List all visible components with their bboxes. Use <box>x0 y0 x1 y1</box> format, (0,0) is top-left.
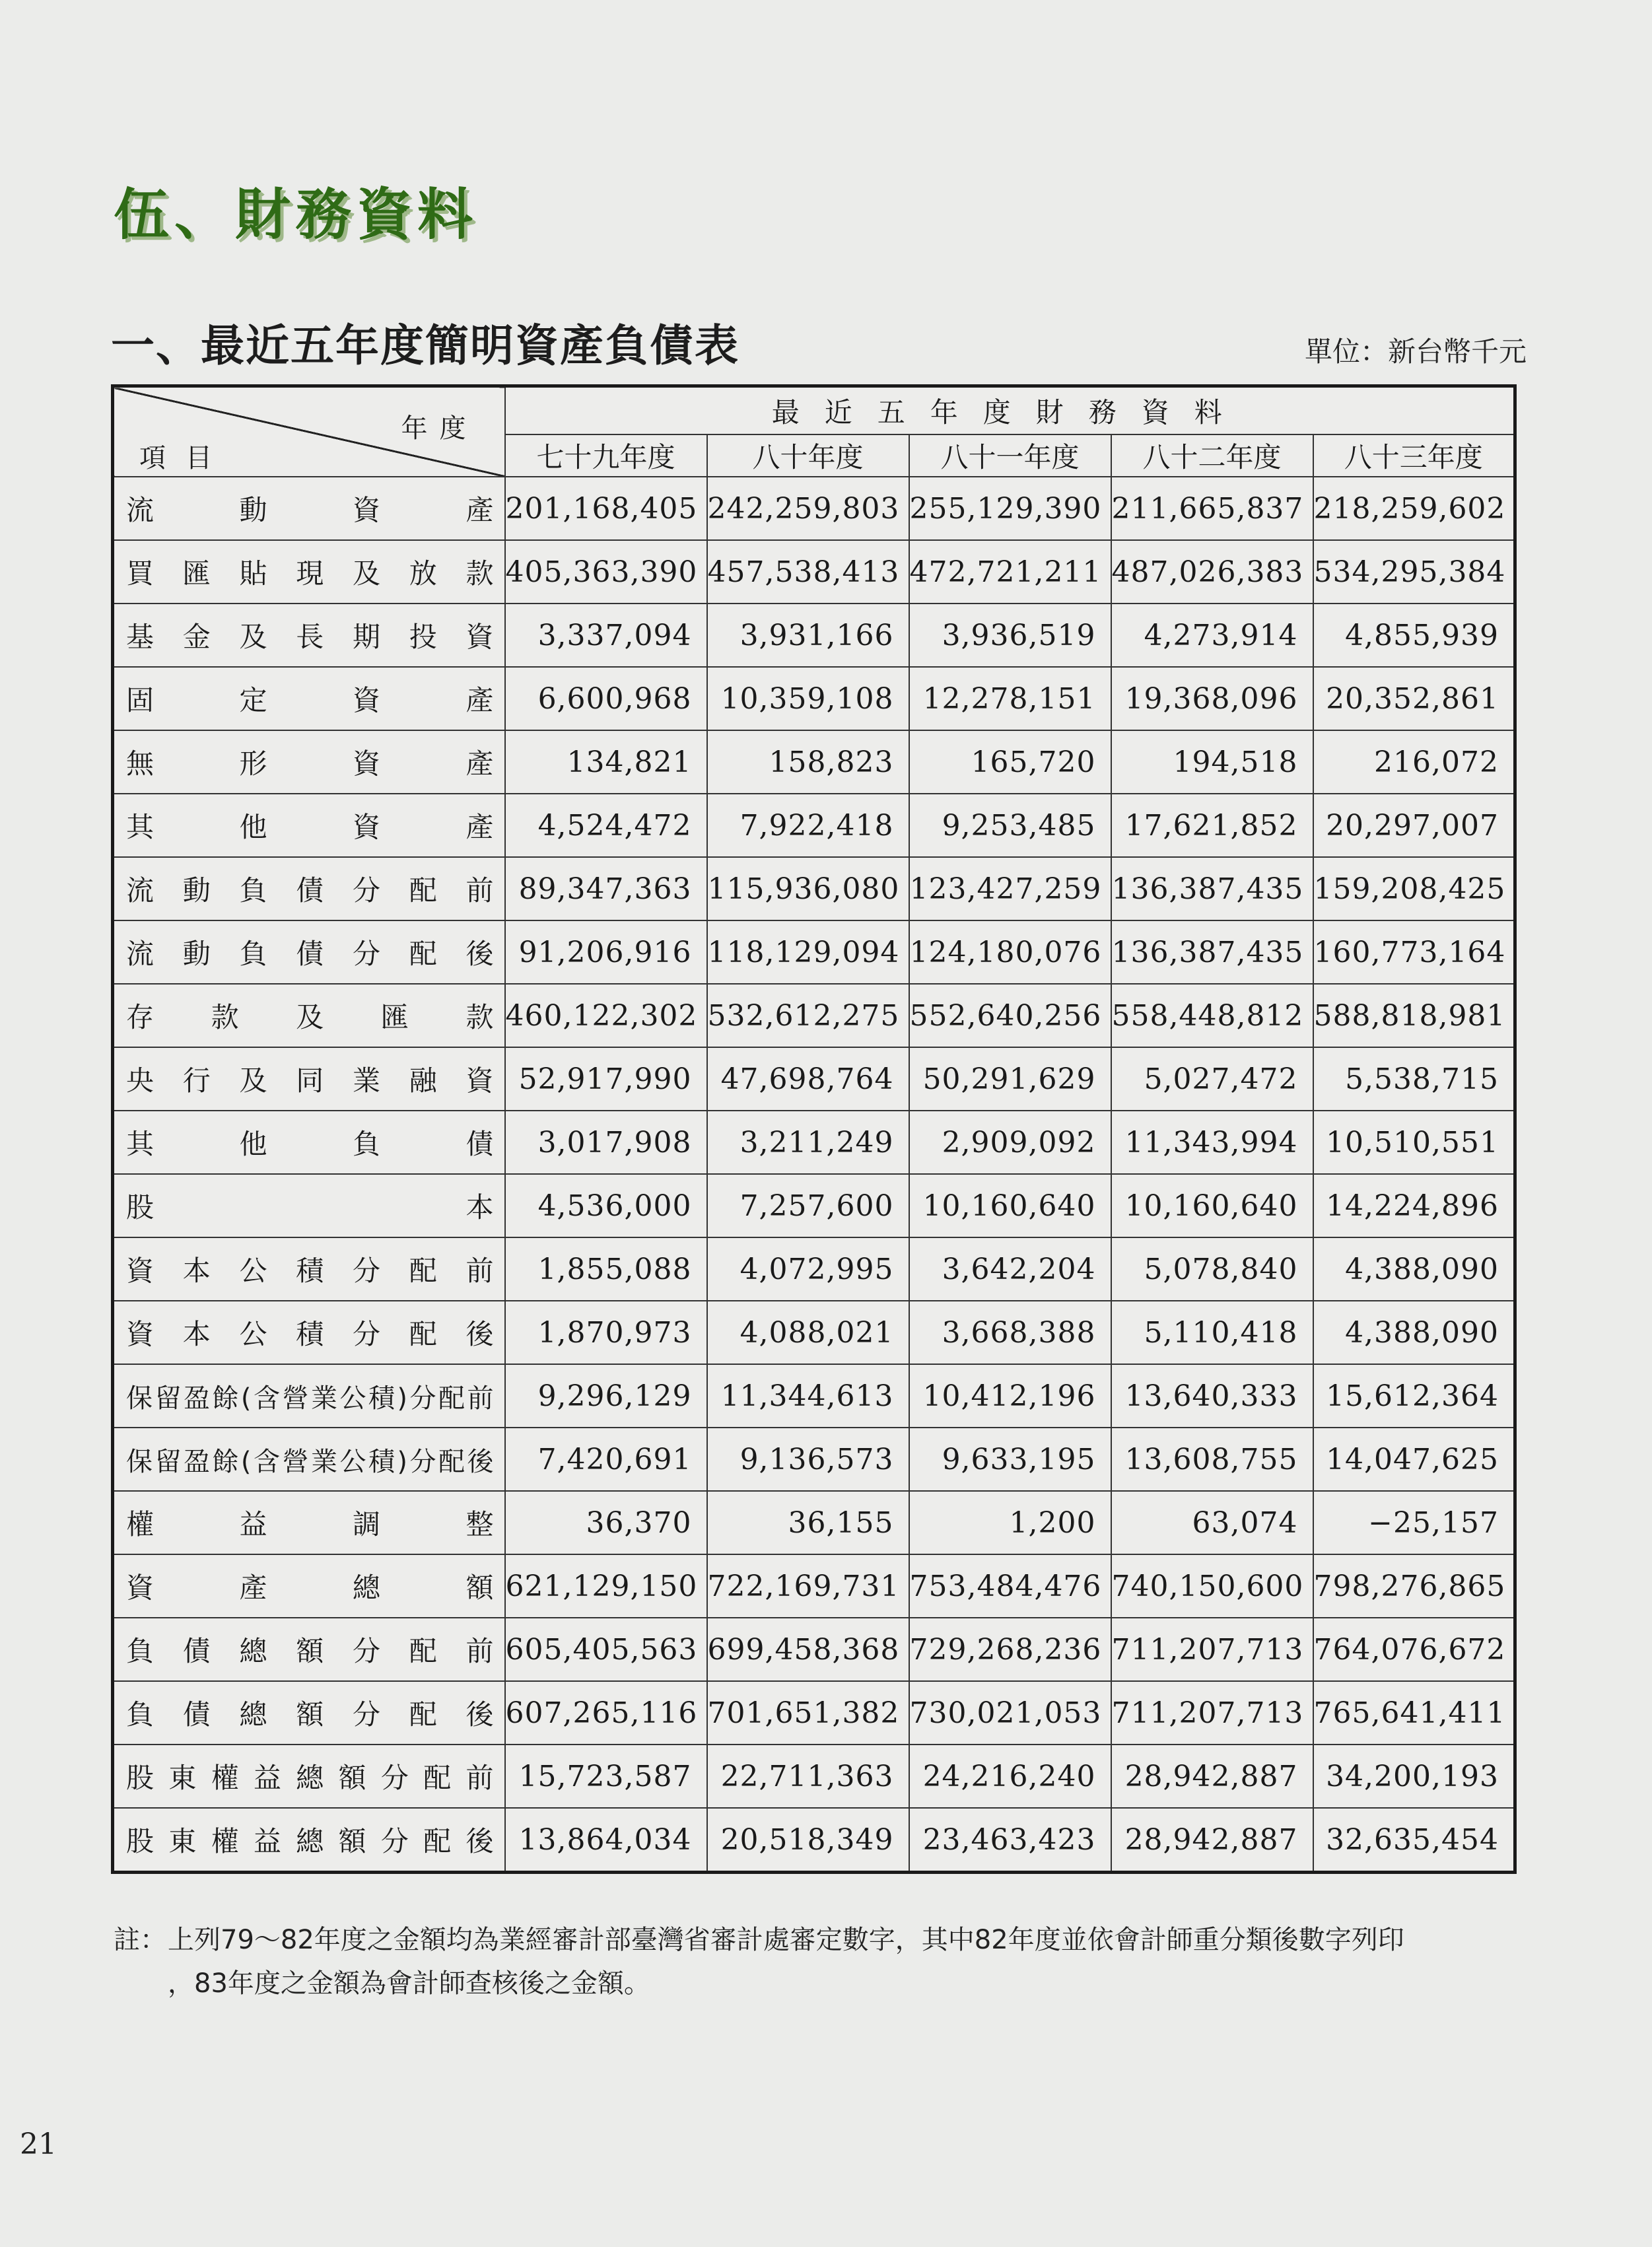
table-cell: 19,368,096 <box>1111 667 1313 730</box>
table-cell: 9,633,195 <box>909 1428 1111 1491</box>
table-cell: 28,942,887 <box>1111 1745 1313 1808</box>
row-label: 股東權益總額分配後 <box>113 1808 505 1873</box>
table-cell: 242,259,803 <box>707 477 909 540</box>
footnote-line-1 <box>114 1918 1540 1962</box>
table-body <box>113 477 1515 1873</box>
table-cell: 13,640,333 <box>1111 1364 1313 1428</box>
row-label: 固定資產 <box>113 667 505 730</box>
table-cell: 460,122,302 <box>505 984 707 1047</box>
table-row <box>113 1237 1515 1301</box>
table-cell: 5,027,472 <box>1111 1047 1313 1111</box>
table-cell: 10,160,640 <box>909 1174 1111 1237</box>
table-cell: 607,265,116 <box>505 1681 707 1745</box>
unit-label: 單位：新台幣千元 <box>1304 335 1527 368</box>
table-cell: 20,297,007 <box>1313 794 1515 857</box>
table-cell: 4,388,090 <box>1313 1301 1515 1364</box>
table-row <box>113 1301 1515 1364</box>
row-label: 保留盈餘(含營業公積)分配前 <box>113 1364 505 1428</box>
table-cell: 4,388,090 <box>1313 1237 1515 1301</box>
row-label: 股本 <box>113 1174 505 1237</box>
table-row <box>113 1111 1515 1174</box>
row-label: 存款及匯款 <box>113 984 505 1047</box>
table-row <box>113 1618 1515 1681</box>
table-cell: 9,253,485 <box>909 794 1111 857</box>
table-cell: 165,720 <box>909 730 1111 794</box>
table-cell: 52,917,990 <box>505 1047 707 1111</box>
table-cell: 4,536,000 <box>505 1174 707 1237</box>
row-label: 央行及同業融資 <box>113 1047 505 1111</box>
table-cell: 47,698,764 <box>707 1047 909 1111</box>
year-header-3: 八十二年度 <box>1111 434 1313 477</box>
table-row <box>113 920 1515 984</box>
table-cell: 7,420,691 <box>505 1428 707 1491</box>
table-cell: 722,169,731 <box>707 1554 909 1618</box>
table-row <box>113 730 1515 794</box>
table-cell: 605,405,563 <box>505 1618 707 1681</box>
table-cell: 3,668,388 <box>909 1301 1111 1364</box>
footnote-text-1: 上列79～82年度之金額均為業經審計部臺灣省審計處審定數字，其中82年度並依會計師重分類後數字列印 <box>168 1925 1404 1955</box>
table-row <box>113 1428 1515 1491</box>
table-cell: 4,088,021 <box>707 1301 909 1364</box>
table-cell: 201,168,405 <box>505 477 707 540</box>
table-cell: 158,823 <box>707 730 909 794</box>
year-header-4: 八十三年度 <box>1313 434 1515 477</box>
table-cell: 12,278,151 <box>909 667 1111 730</box>
table-cell: 14,224,896 <box>1313 1174 1515 1237</box>
table-cell: 11,343,994 <box>1111 1111 1313 1174</box>
table-cell: 7,257,600 <box>707 1174 909 1237</box>
table-cell: 14,047,625 <box>1313 1428 1515 1491</box>
table-cell: 15,612,364 <box>1313 1364 1515 1428</box>
page-number: 21 <box>20 2127 57 2161</box>
table-cell: 17,621,852 <box>1111 794 1313 857</box>
table-cell: 218,259,602 <box>1313 477 1515 540</box>
table-row <box>113 667 1515 730</box>
table-cell: 123,427,259 <box>909 857 1111 920</box>
row-label: 流動資產 <box>113 477 505 540</box>
year-header-1: 八十年度 <box>707 434 909 477</box>
table-cell: 472,721,211 <box>909 540 1111 604</box>
table-cell: 7,922,418 <box>707 794 909 857</box>
row-label: 保留盈餘(含營業公積)分配後 <box>113 1428 505 1491</box>
row-label: 流動負債分配前 <box>113 857 505 920</box>
table-cell: 32,635,454 <box>1313 1808 1515 1873</box>
table-cell: 798,276,865 <box>1313 1554 1515 1618</box>
table-cell: 211,665,837 <box>1111 477 1313 540</box>
table-cell: 729,268,236 <box>909 1618 1111 1681</box>
table-row <box>113 794 1515 857</box>
table-cell: 194,518 <box>1111 730 1313 794</box>
table-cell: 124,180,076 <box>909 920 1111 984</box>
table-cell: 701,651,382 <box>707 1681 909 1745</box>
row-label: 股東權益總額分配前 <box>113 1745 505 1808</box>
table-row <box>113 1808 1515 1873</box>
table-cell: 23,463,423 <box>909 1808 1111 1873</box>
row-label: 負債總額分配前 <box>113 1618 505 1681</box>
section-title: 一、最近五年度簡明資產負債表 <box>111 320 740 371</box>
table-cell: 13,608,755 <box>1111 1428 1313 1491</box>
table-cell: 711,207,713 <box>1111 1618 1313 1681</box>
table-cell: 5,538,715 <box>1313 1047 1515 1111</box>
row-label: 資產總額 <box>113 1554 505 1618</box>
table-cell: 34,200,193 <box>1313 1745 1515 1808</box>
table-cell: 5,078,840 <box>1111 1237 1313 1301</box>
table-cell: 160,773,164 <box>1313 920 1515 984</box>
table-cell: 255,129,390 <box>909 477 1111 540</box>
table-cell: −25,157 <box>1313 1491 1515 1554</box>
table-cell: 159,208,425 <box>1313 857 1515 920</box>
table-cell: 20,518,349 <box>707 1808 909 1873</box>
table-cell: 115,936,080 <box>707 857 909 920</box>
table-cell: 532,612,275 <box>707 984 909 1047</box>
table-row <box>113 540 1515 604</box>
table-row <box>113 1681 1515 1745</box>
table-cell: 552,640,256 <box>909 984 1111 1047</box>
balance-sheet-table <box>111 384 1517 1874</box>
table-cell: 20,352,861 <box>1313 667 1515 730</box>
footnote <box>114 1918 1540 2005</box>
table-cell: 1,870,973 <box>505 1301 707 1364</box>
table-cell: 765,641,411 <box>1313 1681 1515 1745</box>
table-cell: 3,017,908 <box>505 1111 707 1174</box>
table-cell: 621,129,150 <box>505 1554 707 1618</box>
row-label: 其他負債 <box>113 1111 505 1174</box>
footnote-prefix: 註： <box>114 1925 166 1955</box>
table-cell: 405,363,390 <box>505 540 707 604</box>
row-label: 資本公積分配後 <box>113 1301 505 1364</box>
table-cell: 740,150,600 <box>1111 1554 1313 1618</box>
table-cell: 10,510,551 <box>1313 1111 1515 1174</box>
table-cell: 4,855,939 <box>1313 604 1515 667</box>
table-cell: 3,642,204 <box>909 1237 1111 1301</box>
table-cell: 50,291,629 <box>909 1047 1111 1111</box>
table-cell: 711,207,713 <box>1111 1681 1313 1745</box>
table-cell: 22,711,363 <box>707 1745 909 1808</box>
row-label: 權益調整 <box>113 1491 505 1554</box>
table-cell: 3,211,249 <box>707 1111 909 1174</box>
table-row <box>113 1491 1515 1554</box>
table-cell: 36,155 <box>707 1491 909 1554</box>
table-cell: 534,295,384 <box>1313 540 1515 604</box>
table-cell: 1,855,088 <box>505 1237 707 1301</box>
row-label: 負債總額分配後 <box>113 1681 505 1745</box>
year-header-2: 八十一年度 <box>909 434 1111 477</box>
table-cell: 15,723,587 <box>505 1745 707 1808</box>
table-row <box>113 1047 1515 1111</box>
group-header: 最近五年度財務資料 <box>505 386 1515 435</box>
corner-year-label: 年度 <box>401 413 478 444</box>
table-cell: 4,524,472 <box>505 794 707 857</box>
row-label: 基金及長期投資 <box>113 604 505 667</box>
table-row <box>113 1554 1515 1618</box>
table-cell: 5,110,418 <box>1111 1301 1313 1364</box>
table-cell: 4,072,995 <box>707 1237 909 1301</box>
corner-item-label: 項目 <box>139 443 232 473</box>
table-corner-header <box>113 386 505 477</box>
table-cell: 28,942,887 <box>1111 1808 1313 1873</box>
table-cell: 136,387,435 <box>1111 920 1313 984</box>
row-label: 無形資產 <box>113 730 505 794</box>
footnote-line-2: ，83年度之金額為會計師查核後之金額。 <box>168 1968 650 1999</box>
table-cell: 10,412,196 <box>909 1364 1111 1428</box>
table-cell: 13,864,034 <box>505 1808 707 1873</box>
row-label: 資本公積分配前 <box>113 1237 505 1301</box>
table-cell: 753,484,476 <box>909 1554 1111 1618</box>
table-cell: 216,072 <box>1313 730 1515 794</box>
table-cell: 2,909,092 <box>909 1111 1111 1174</box>
table-row <box>113 604 1515 667</box>
table-cell: 136,387,435 <box>1111 857 1313 920</box>
table-row <box>113 984 1515 1047</box>
table-cell: 36,370 <box>505 1491 707 1554</box>
table-cell: 134,821 <box>505 730 707 794</box>
row-label: 流動負債分配後 <box>113 920 505 984</box>
chapter-title: 伍、財務資料 <box>114 182 479 247</box>
table-cell: 457,538,413 <box>707 540 909 604</box>
table-cell: 699,458,368 <box>707 1618 909 1681</box>
table-cell: 9,296,129 <box>505 1364 707 1428</box>
table-cell: 24,216,240 <box>909 1745 1111 1808</box>
table-row <box>113 857 1515 920</box>
row-label: 其他資產 <box>113 794 505 857</box>
table-cell: 91,206,916 <box>505 920 707 984</box>
row-label: 買匯貼現及放款 <box>113 540 505 604</box>
table-cell: 3,337,094 <box>505 604 707 667</box>
table-cell: 6,600,968 <box>505 667 707 730</box>
table-cell: 3,931,166 <box>707 604 909 667</box>
year-header-0: 七十九年度 <box>505 434 707 477</box>
table-cell: 3,936,519 <box>909 604 1111 667</box>
table-cell: 118,129,094 <box>707 920 909 984</box>
table-cell: 1,200 <box>909 1491 1111 1554</box>
table-cell: 588,818,981 <box>1313 984 1515 1047</box>
table-cell: 764,076,672 <box>1313 1618 1515 1681</box>
table-row <box>113 477 1515 540</box>
table-cell: 558,448,812 <box>1111 984 1313 1047</box>
table-cell: 11,344,613 <box>707 1364 909 1428</box>
table-cell: 10,359,108 <box>707 667 909 730</box>
table-row <box>113 1364 1515 1428</box>
table-cell: 487,026,383 <box>1111 540 1313 604</box>
table-cell: 63,074 <box>1111 1491 1313 1554</box>
table-cell: 4,273,914 <box>1111 604 1313 667</box>
table-cell: 10,160,640 <box>1111 1174 1313 1237</box>
table-row <box>113 1745 1515 1808</box>
table-cell: 730,021,053 <box>909 1681 1111 1745</box>
table-row <box>113 1174 1515 1237</box>
table-cell: 89,347,363 <box>505 857 707 920</box>
table-cell: 9,136,573 <box>707 1428 909 1491</box>
